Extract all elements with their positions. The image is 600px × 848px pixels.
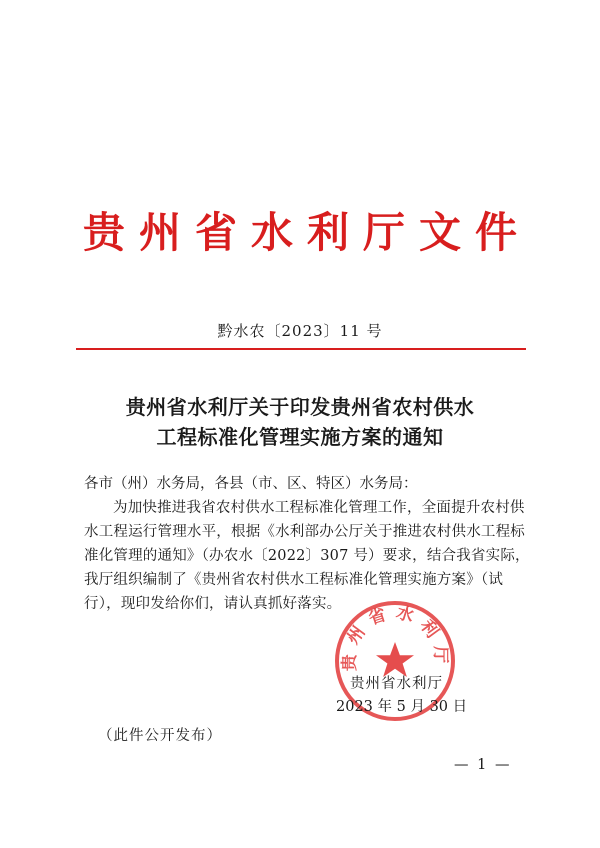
red-divider-line [76, 348, 526, 350]
notice-title [0, 392, 600, 452]
seal-text: 贵州省水利厅 [339, 602, 451, 672]
issue-date: 2023 年 5 月 30 日 [336, 699, 468, 715]
addressee: 各市（州）水务局，各县（市、区、特区）水务局： [84, 476, 418, 492]
issuing-authority: 贵州省水利厅 [350, 676, 443, 692]
page-number: — 1 — [454, 757, 512, 773]
notice-title-line-1: 贵州省水利厅关于印发贵州省农村供水 [125, 395, 475, 419]
body-paragraph: 为加快推进我省农村供水工程标准化管理工作，全面提升农村供水工程运行管理水平，根据《水利部办公厅关于推进农村供水工程标准化管理的通知》（办农水〔2022〕307 号）要求，结合我省实际，我厅组织编制了《贵州省农村供水工程标准化管理实施方案》（试行），现印发给你们，请认真抓好落实。 [84, 500, 530, 612]
document-header-title: 贵州省水利厅文件 [82, 208, 531, 257]
release-note: （此件公开发布） [98, 728, 222, 744]
document-number: 黔水农〔2023〕11 号 [217, 322, 383, 340]
notice-title-line-2: 工程标准化管理实施方案的通知 [156, 425, 444, 449]
